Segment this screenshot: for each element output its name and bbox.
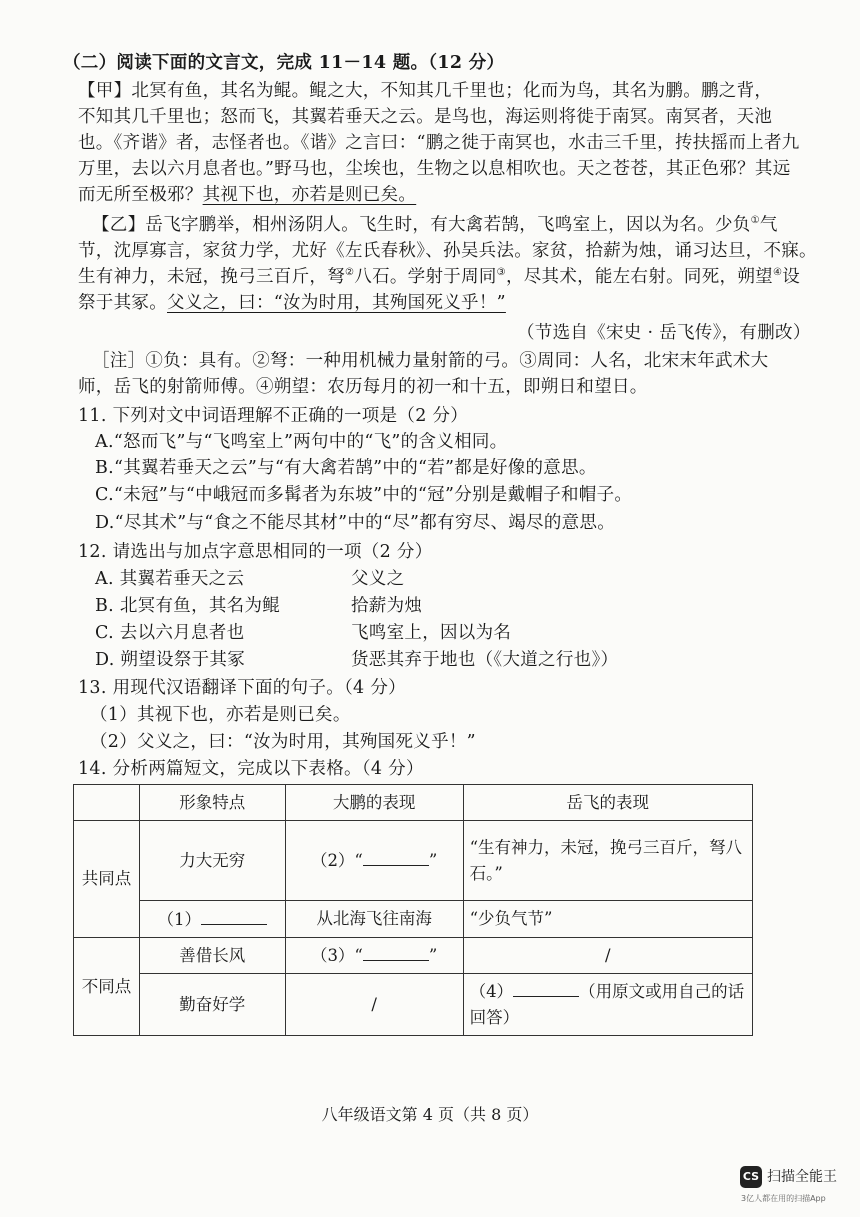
group-label-diff: 不同点 — [74, 938, 140, 1036]
yuefei-cell: / — [463, 938, 752, 974]
passage-b-line-3-c: ，尽其术，能左右射。同死，朔望 — [505, 267, 773, 287]
camscanner-tagline: 3亿人都在用的扫描App — [741, 1194, 826, 1203]
q11-stem: 11. 下列对文中词语理解不正确的一项是（2 分） — [78, 406, 469, 426]
answer-label-4: （4） — [469, 982, 514, 1001]
q12-option-a-right: 父义之 — [351, 569, 405, 589]
q13-item-1: （1）其视下也，亦若是则已矣。 — [90, 705, 351, 725]
table-row — [74, 938, 753, 974]
notes-line-2: 师，岳飞的射箭师傅。④朔望：农历每月的初一和十五，即朔日和望日。 — [78, 377, 648, 397]
table-row — [74, 974, 753, 1036]
q12-option-d-left: D. 朔望设祭于其冢 — [95, 650, 246, 670]
q11-option-a: A.“怒而飞”与“飞鸣室上”两句中的“飞”的含义相同。 — [95, 432, 508, 452]
passage-b-line-4-text: 祭于其冢。 — [78, 293, 167, 313]
answer-blank-3[interactable] — [363, 942, 429, 961]
q12-option-c-left: C. 去以六月息者也 — [95, 623, 245, 643]
q14-table — [73, 784, 753, 1036]
yuefei-cell: “少负气节” — [463, 901, 752, 938]
q12-option-c-right: 飞鸣室上，因以为名 — [351, 623, 512, 643]
passage-a-line-3: 也。《齐谐》者，志怪者也。《谐》之言曰：“鹏之徙于南冥也，水击三千里，抟扶摇而上者九 — [78, 133, 800, 153]
passage-b-line-3-a: 生有神力，未冠，挽弓三百斤，弩 — [78, 267, 345, 287]
answer-blank-1[interactable] — [201, 906, 267, 925]
passage-a-line-1: 【甲】北冥有鱼，其名为鲲。鲲之大，不知其几千里也；化而为鸟，其名为鹏。鹏之背， — [78, 81, 773, 101]
table-header-row — [74, 785, 753, 821]
group-label-same: 共同点 — [74, 821, 140, 938]
page-footer: 八年级语文第 4 页（共 8 页） — [321, 1105, 539, 1124]
passage-b-line-4 — [78, 290, 506, 316]
q12-option-b-left: B. 北冥有鱼，其名为鲲 — [95, 596, 281, 616]
answer-blank-2[interactable] — [363, 847, 429, 866]
peng-cell: / — [285, 974, 463, 1036]
footnote-mark-4: ④ — [772, 267, 783, 279]
yuefei-cell: “生有神力，未冠，挽弓三百斤，弩八石。” — [463, 821, 752, 901]
table-row — [74, 901, 753, 938]
source-citation: （节选自《宋史 · 岳飞传》，有删改） — [517, 323, 811, 343]
passage-b-line-3 — [78, 264, 800, 290]
passage-b-line-2: 节，沈厚寡言，家贫力学，尤好《左氏春秋》、孙吴兵法。家贫，拾薪为烛，诵习达旦，不寐。 — [78, 241, 817, 261]
q11-option-d: D.“尽其术”与“食之不能尽其材”中的“尽”都有穷尽、竭尽的意思。 — [95, 513, 616, 533]
passage-b-underlined-sentence: 父义之，曰：“汝为时用，其殉国死义乎！” — [167, 293, 506, 313]
camscanner-logo-icon: CS — [740, 1166, 762, 1188]
q13-item-2: （2）父义之，曰：“汝为时用，其殉国死义乎！” — [90, 732, 476, 752]
q12-option-b-right: 拾薪为烛 — [351, 596, 423, 616]
answer-blank-4[interactable] — [513, 978, 579, 997]
q12-option-d-right: 货恶其弃于地也（《大道之行也》） — [351, 650, 619, 670]
table-header-trait: 形象特点 — [139, 785, 285, 821]
passage-a-underlined-sentence: 其视下也，亦若是则已矣。 — [202, 185, 417, 205]
peng-cell: 从北海飞往南海 — [285, 901, 463, 938]
table-header-peng: 大鹏的表现 — [285, 785, 463, 821]
table-row — [74, 821, 753, 901]
q11-option-b: B.“其翼若垂天之云”与“有大禽若鹄”中的“若”都是好像的意思。 — [95, 458, 597, 478]
passage-b-line-1-text: 【乙】岳飞字鹏举，相州汤阴人。飞生时，有大禽若鹄，飞鸣室上，因以为名。少负 — [92, 215, 751, 235]
answer-label-3: （3）“ — [310, 946, 363, 965]
answer-hint-4: （用原文或用自己的话回答） — [469, 982, 745, 1027]
passage-a-line-5-text: 而无所至极邪？ — [78, 185, 203, 205]
section-heading: （二）阅读下面的文言文，完成 11－14 题。（12 分） — [63, 53, 505, 73]
q11-option-c: C.“未冠”与“中峨冠而多髯者为东坡”中的“冠”分别是戴帽子和帽子。 — [95, 485, 633, 505]
q12-option-a-left: A. 其翼若垂天之云 — [95, 569, 245, 589]
passage-a-line-4: 万里，去以六月息者也。”野马也，尘埃也，生物之以息相吹也。天之苍苍，其正色邪？其远 — [78, 159, 791, 179]
answer-cell-1 — [139, 901, 285, 938]
passage-a-line-2: 不知其几千里也；怒而飞，其翼若垂天之云。是鸟也，海运则将徙于南冥。南冥者，天池 — [78, 107, 773, 127]
passage-b-line-1-end: 气 — [759, 215, 778, 235]
trait-cell: 勤奋好学 — [139, 974, 285, 1036]
table-header-yuefei: 岳飞的表现 — [463, 785, 752, 821]
answer-quote-end-3: ” — [428, 946, 438, 965]
passage-b-line-1 — [92, 212, 778, 238]
answer-cell-2 — [285, 821, 463, 901]
camscanner-name: 扫描全能王 — [767, 1169, 837, 1185]
answer-label-1: （1） — [157, 909, 202, 929]
passage-a-line-5 — [78, 182, 416, 208]
answer-cell-3 — [285, 938, 463, 974]
trait-cell: 力大无穷 — [139, 821, 285, 901]
passage-b-line-3-b: 八石。学射于周同 — [354, 267, 497, 287]
notes-line-1: ［注］①负：具有。②弩：一种用机械力量射箭的弓。③周同：人名，北宋末年武术大 — [92, 351, 769, 371]
footnote-mark-2: ② — [345, 267, 355, 279]
q13-stem: 13. 用现代汉语翻译下面的句子。（4 分） — [78, 678, 406, 698]
q12-stem: 12. 请选出与加点字意思相同的一项（2 分） — [78, 542, 433, 562]
answer-cell-4 — [463, 974, 752, 1036]
answer-quote-end-2: ” — [428, 851, 438, 870]
table-header-empty — [74, 785, 140, 821]
q14-stem: 14. 分析两篇短文，完成以下表格。（4 分） — [78, 759, 424, 779]
answer-label-2: （2）“ — [310, 851, 363, 870]
footnote-mark-3: ③ — [496, 267, 506, 279]
trait-cell: 善借长风 — [139, 938, 285, 974]
passage-b-line-3-d: 设 — [782, 267, 801, 287]
footnote-mark-1: ① — [750, 215, 760, 227]
